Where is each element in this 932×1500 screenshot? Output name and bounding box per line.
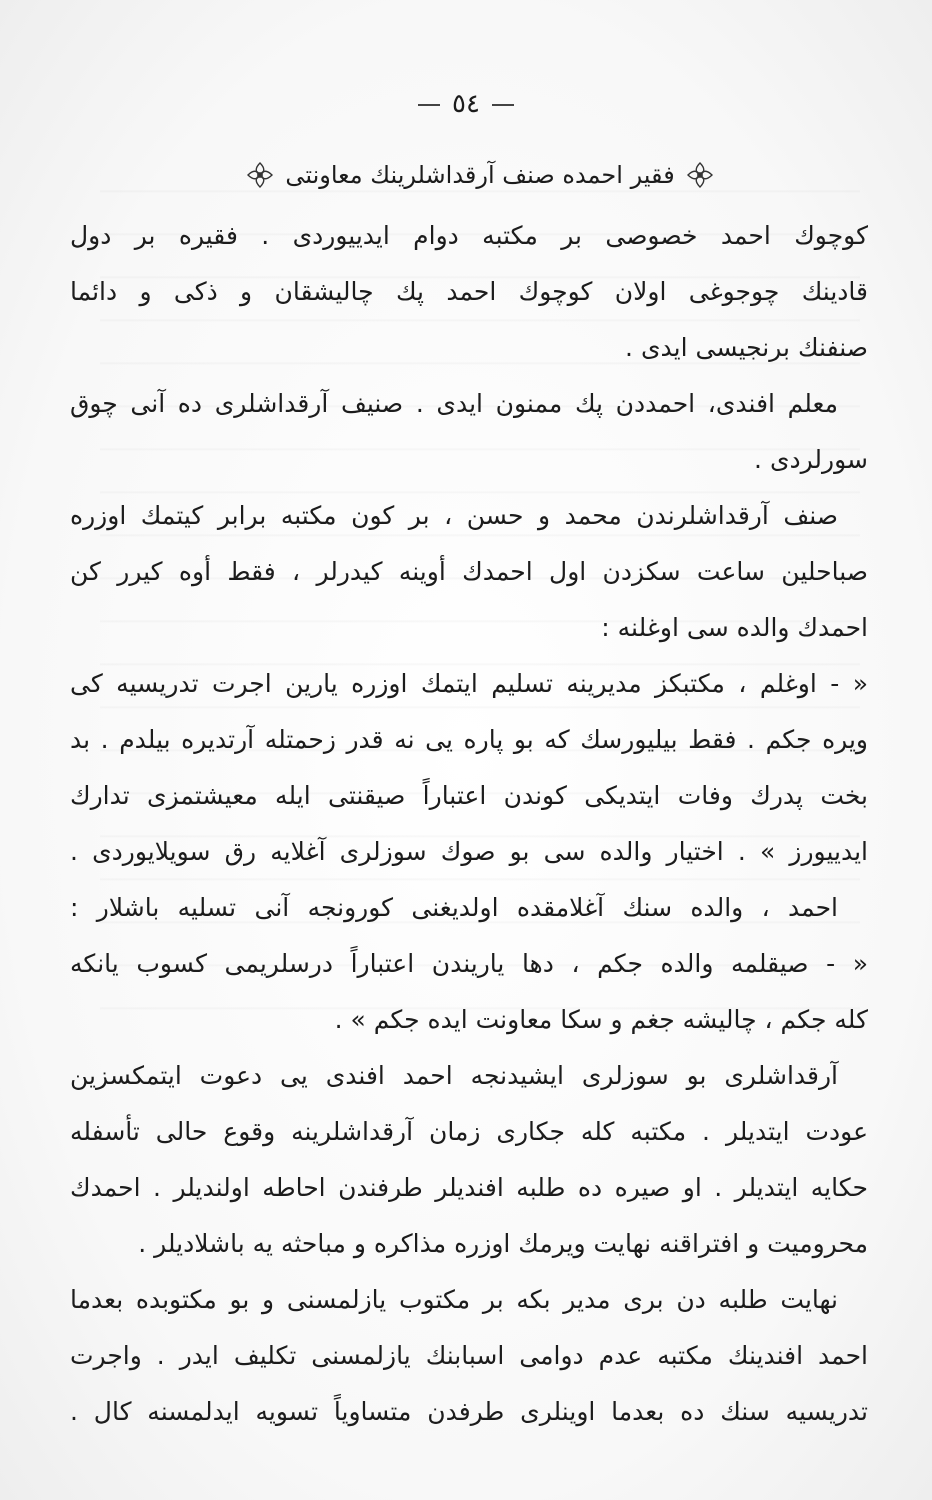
dash-left <box>418 104 440 106</box>
text-line: قادینك چوجوغی اولان کوچوك احمد پك چالیشقان و ذکی و دائما <box>70 277 868 306</box>
section-heading <box>180 150 780 200</box>
body-text <box>70 208 868 1440</box>
text-line: عودت ایتدیلر . مکتبه کله جکاری زمان آرقداشلرینه وقوع حالی تأسفله <box>70 1117 868 1146</box>
text-line: صنف آرقداشلرندن محمد و حسن ، بر کون مکتبه برابر کیتمك اوزره <box>70 501 838 530</box>
text-line: آرقداشلری بو سوزلری ایشیدنجه احمد افندی یی دعوت ایتمکسزین <box>70 1061 838 1090</box>
ornament-icon <box>685 160 715 190</box>
dash-right <box>492 104 514 106</box>
text-line: کله جکم ، چالیشه جغم و سکا معاونت ایده جکم » . <box>334 1005 868 1034</box>
page-number-row <box>0 84 932 124</box>
text-line: کوچوك احمد خصوصی بر مکتبه دوام ایدییوردی . فقیره بر دول <box>70 221 868 250</box>
heading-text: فقیر احمده صنف آرقداشلرینك معاونتی <box>285 161 675 189</box>
text-line: « - صیقلمه والده جکم ، دها یاریندن اعتباراً درسلریمی کسوب یانکه <box>70 949 868 978</box>
text-line: احمد ، والده سنك آغلامقده اولدیغنی کورونجه آنی تسلیه باشلار : <box>70 893 838 922</box>
text-line: احمد افندینك مکتبه عدم دوامی اسبابنك یازلمسنی تکلیف ایدر . واجرت <box>70 1341 868 1370</box>
ornament-icon <box>245 160 275 190</box>
page-number: ٥٤ <box>452 89 480 119</box>
text-line: صباحلین ساعت سکزدن اول احمدك أوینه کیدرلر ، فقط أوه کیرر کن <box>70 557 868 586</box>
text-line: ویره جکم . فقط بیلیورسك که بو پاره یی نه قدر زحمتله آرتدیره بیلدم . بد <box>70 725 868 754</box>
text-line: حکایه ایتدیلر . او صیره ده طلبه افندیلر طرفندن احاطه اولندیلر . احمدك <box>70 1173 868 1202</box>
text-line: بخت پدرك وفات ایتدیکی کوندن اعتباراً صیقنتی ایله معیشتمزی تدارك <box>70 781 868 810</box>
text-line: تدریسیه سنك ده بعدما اوینلری طرفدن متساویاً تسویه ایدلمسنه کال . <box>70 1397 868 1426</box>
text-line: معلم افندی، احمددن پك ممنون ایدی . صنیف آرقداشلری ده آنی چوق <box>70 389 838 418</box>
text-line: « - اوغلم ، مکتبکز مدیرینه تسلیم ایتمك اوزره یارین اجرت تدریسیه کی <box>70 669 868 698</box>
text-line: صنفنك برنجیسی ایدی . <box>625 333 868 362</box>
text-line: نهایت طلبه دن بری مدیر بکه بر مکتوب یازلمسنی و بو مکتوبده بعدما <box>70 1285 838 1314</box>
text-line: احمدك والده سی اوغلنه : <box>601 613 868 642</box>
text-line: ایدییورز » . اختیار والده سی بو صوك سوزلری آغلایه رق سویلایوردی . <box>70 837 868 866</box>
text-line: محرومیت و افتراقنه نهایت ویرمك اوزره مذاکره و مباحثه یه باشلادیلر . <box>138 1229 868 1258</box>
text-line: سورلردی . <box>754 445 868 474</box>
